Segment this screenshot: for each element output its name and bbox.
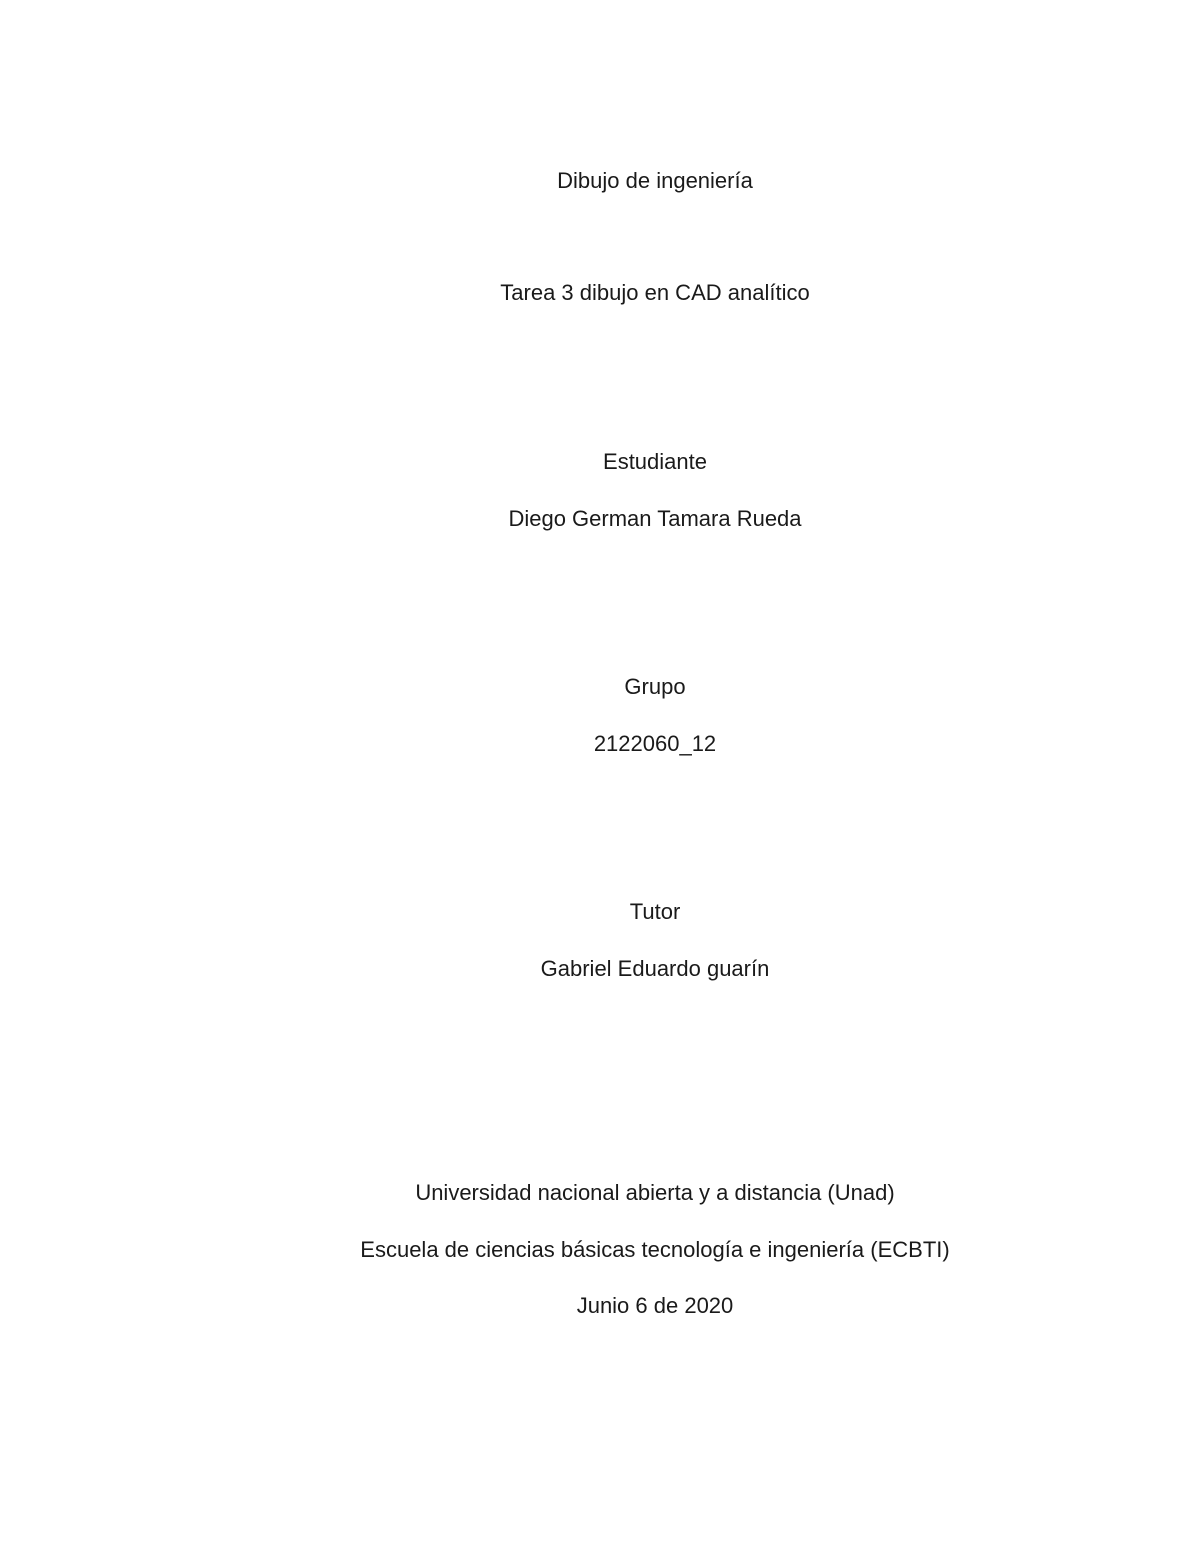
group-code: 2122060_12 bbox=[593, 731, 717, 756]
assignment-title: Tarea 3 dibujo en CAD analítico bbox=[500, 280, 810, 305]
tutor-label: Tutor bbox=[629, 899, 681, 924]
student-name: Diego German Tamara Rueda bbox=[508, 506, 802, 531]
university-name: Universidad nacional abierta y a distancia (Unad) bbox=[415, 1180, 895, 1205]
group-label: Grupo bbox=[624, 674, 686, 699]
course-title: Dibujo de ingeniería bbox=[557, 168, 753, 193]
tutor-name: Gabriel Eduardo guarín bbox=[540, 956, 770, 981]
school-name: Escuela de ciencias básicas tecnología e ingeniería (ECBTI) bbox=[360, 1237, 950, 1262]
document-date: Junio 6 de 2020 bbox=[576, 1293, 734, 1318]
student-label: Estudiante bbox=[603, 449, 707, 474]
